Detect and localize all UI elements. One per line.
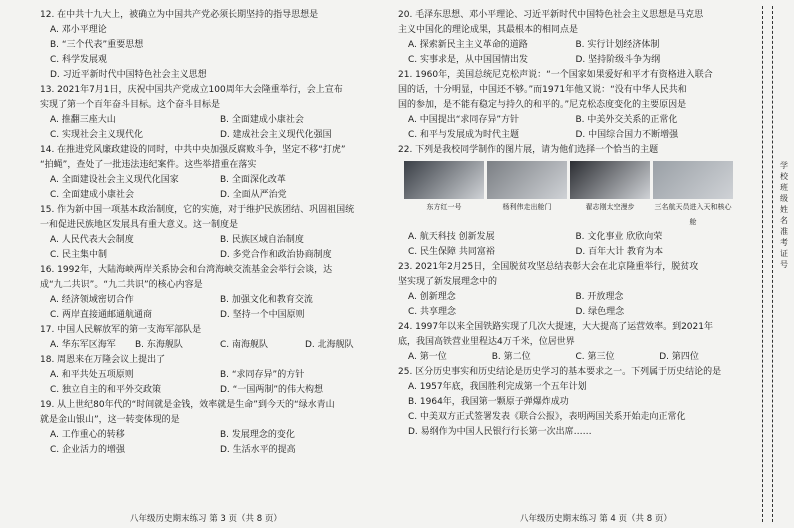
question: [398, 68, 743, 143]
answer-option[interactable]: A. 创新理念: [408, 292, 456, 302]
question-stem: 14. 在推进党风廉政建设的同时，中共中央加强反腐败斗争，坚定不移“打虎” “拍蝇”，查处了一批违法违纪案件。这些举措重在落实: [40, 145, 346, 170]
space-photo: [487, 161, 567, 199]
answer-option[interactable]: A. 第一位: [408, 352, 447, 362]
question: [398, 365, 743, 440]
answer-options: [40, 338, 390, 353]
question: [398, 143, 743, 260]
question-stem: 23. 2021年2月25日，全国脱贫攻坚总结表彰大会在北京隆重举行，脱贫攻 坚实现了新发展理念中的: [398, 262, 699, 287]
question: [40, 143, 390, 203]
answer-option[interactable]: A. 华东军区海军: [50, 340, 116, 350]
answer-option[interactable]: B. 加强文化和教育交流: [220, 295, 313, 305]
answer-option[interactable]: B. “求同存异”的方针: [220, 370, 305, 380]
photo-caption: 杨利伟走出舱门: [502, 203, 552, 211]
answer-option[interactable]: A. 中国提出“求同存异”方针: [408, 115, 520, 125]
answer-options: [40, 428, 390, 458]
answer-option[interactable]: B. 第二位: [491, 352, 531, 362]
answer-option[interactable]: B. 文化事业 欣欣向荣: [575, 232, 663, 242]
answer-options: [40, 23, 390, 83]
answer-option[interactable]: C. 民主集中制: [50, 250, 108, 260]
answer-option[interactable]: D. 百年大计 教育为本: [575, 247, 664, 257]
question: [398, 320, 743, 365]
answer-option[interactable]: C. 两岸直接通邮通航通商: [50, 310, 153, 320]
binding-dashed-line: [772, 6, 773, 522]
question: [40, 83, 390, 143]
answer-option[interactable]: B. 全面建成小康社会: [220, 115, 304, 125]
answer-option[interactable]: A. 经济领域密切合作: [50, 295, 134, 305]
photo-caption: 东方红一号: [426, 203, 462, 211]
answer-options: [398, 380, 743, 440]
answer-option[interactable]: C. 独立自主的和平外交政策: [50, 385, 162, 395]
answer-options: [40, 233, 390, 263]
binding-student-info: 学 校 班 级 姓 名 准 考 证 号: [780, 161, 788, 269]
answer-option[interactable]: D. 习近平新时代中国特色社会主义思想: [50, 70, 207, 80]
answer-option[interactable]: A. 工作重心的转移: [50, 430, 125, 440]
question: [40, 323, 390, 353]
answer-options: [398, 230, 743, 260]
question: [40, 203, 390, 263]
answer-option[interactable]: B. 实行计划经济体制: [575, 40, 660, 50]
photo-captions: [404, 200, 743, 230]
answer-option[interactable]: C. 中美双方正式签署发表《联合公报》，表明两国关系开始走向正常化: [408, 412, 686, 422]
photo-caption: 翟志刚太空漫步: [585, 203, 635, 211]
answer-option[interactable]: B. “三个代表”重要思想: [50, 40, 144, 50]
answer-option[interactable]: A. 全面建设社会主义现代化国家: [50, 175, 179, 185]
answer-option[interactable]: B. 中美外交关系的正常化: [575, 115, 678, 125]
answer-option[interactable]: C. 实事求是，从中国国情出发: [408, 55, 529, 65]
binding-dashed-line: [762, 6, 763, 522]
answer-option[interactable]: C. 南海舰队: [220, 340, 269, 350]
answer-option[interactable]: A. 航天科技 创新发展: [408, 232, 495, 242]
answer-option[interactable]: C. 和平与发展成为时代主题: [408, 130, 520, 140]
answer-option[interactable]: D. 北海舰队: [305, 340, 354, 350]
question: [40, 353, 390, 398]
left-page: [40, 8, 390, 506]
answer-option[interactable]: A. 1957年底，我国胜利完成第一个五年计划: [408, 382, 587, 392]
answer-option[interactable]: D. 坚持一个中国原则: [220, 310, 305, 320]
space-photo: [653, 161, 733, 199]
right-page: [398, 8, 743, 506]
answer-option[interactable]: B. 1964年，我国第一颗原子弹爆炸成功: [408, 397, 569, 407]
question-stem: 18. 周恩来在万隆会议上提出了: [40, 355, 166, 365]
question-stem: 24. 1997年以来全国铁路实现了几次大提速，大大提高了运营效率。到2021年 底，我国高铁营业里程达4万千米，位居世界: [398, 322, 713, 347]
answer-option[interactable]: D. 中国综合国力不断增强: [575, 130, 679, 140]
question-stem: 13. 2021年7月1日，庆祝中国共产党成立100周年大会隆重举行，会上宣布 实现了第一个百年奋斗目标。这个奋斗目标是: [40, 85, 343, 110]
answer-option[interactable]: C. 共享理念: [408, 307, 457, 317]
space-photo: [570, 161, 650, 199]
answer-option[interactable]: B. 全面深化改革: [220, 175, 286, 185]
question-stem: 22. 下列是我校同学制作的图片展，请为他们选择一个恰当的主题: [398, 145, 659, 155]
answer-option[interactable]: D. 全面从严治党: [220, 190, 287, 200]
answer-option[interactable]: D. 多党合作和政治协商制度: [220, 250, 332, 260]
answer-option[interactable]: B. 发展理念的变化: [220, 430, 295, 440]
answer-option[interactable]: D. 第四位: [659, 352, 699, 362]
question: [398, 260, 743, 320]
question-stem: 17. 中国人民解放军的第一支海军部队是: [40, 325, 202, 335]
page-footer-right: 八年级历史期末练习 第 4 页（共 8 页）: [520, 514, 672, 524]
answer-option[interactable]: C. 科学发展观: [50, 55, 108, 65]
answer-option[interactable]: B. 开放理念: [575, 292, 624, 302]
question-stem: 19. 从上世纪80年代的“时间就是金钱，效率就是生命”到今天的“绿水青山 就是金山银山”，这一转变体现的是: [40, 400, 335, 425]
answer-option[interactable]: C. 实现社会主义现代化: [50, 130, 144, 140]
question: [40, 263, 390, 323]
answer-options: [40, 368, 390, 398]
question: [40, 8, 390, 83]
photo-strip: [404, 161, 743, 199]
answer-option[interactable]: A. 邓小平理论: [50, 25, 107, 35]
answer-option[interactable]: D. 建成社会主义现代化强国: [220, 130, 332, 140]
question-stem: 16. 1992年，大陆海峡两岸关系协会和台湾海峡交流基金会举行会谈，达 成“九二共识”。“九二共识”的核心内容是: [40, 265, 333, 290]
answer-option[interactable]: B. 东海舰队: [135, 340, 183, 350]
answer-option[interactable]: C. 企业活力的增强: [50, 445, 126, 455]
question-stem: 12. 在中共十九大上，被确立为中国共产党必须长期坚持的指导思想是: [40, 10, 319, 20]
space-photo: [404, 161, 484, 199]
question: [398, 8, 743, 68]
answer-option[interactable]: D. “一国两制”的伟大构想: [220, 385, 323, 395]
question-stem: 21. 1960年，美国总统尼克松声说：“一个国家如果爱好和平才有资格进入联合 国的话，十分明显，中国还不够。”而1971年他又说：“没有中华人民共和 国的参加，是不能有稳定与持久的和平的。”尼克松态度变化的主要原因是: [398, 70, 713, 110]
answer-option[interactable]: D. 生活水平的提高: [220, 445, 296, 455]
answer-option[interactable]: D. 坚持阶级斗争为纲: [575, 55, 661, 65]
answer-options: [398, 290, 743, 320]
answer-options: [40, 173, 390, 203]
answer-option[interactable]: D. 绿色理念: [575, 307, 625, 317]
answer-option[interactable]: C. 民生保障 共同富裕: [408, 247, 495, 257]
photo-caption: 三名航天员进入天和核心舱: [654, 203, 732, 226]
question-stem: 20. 毛泽东思想、邓小平理论、习近平新时代中国特色社会主义思想是马克思 主义中国化的理论成果，其最根本的相同点是: [398, 10, 704, 35]
answer-options: [398, 113, 743, 143]
answer-option[interactable]: A. 人民代表大会制度: [50, 235, 134, 245]
answer-option[interactable]: C. 第三位: [575, 352, 615, 362]
answer-options: [398, 38, 743, 68]
answer-option[interactable]: C. 全面建成小康社会: [50, 190, 135, 200]
answer-option[interactable]: A. 推翻三座大山: [50, 115, 116, 125]
answer-option[interactable]: A. 探索新民主主义革命的道路: [408, 40, 528, 50]
page-footer-left: 八年级历史期末练习 第 3 页（共 8 页）: [130, 514, 282, 524]
answer-options: [40, 293, 390, 323]
question-stem: 15. 作为新中国一项基本政治制度，它的实施，对于维护民族团结、巩固祖国统 一和促进民族地区发展具有重大意义。这一制度是: [40, 205, 355, 230]
answer-option[interactable]: B. 民族区域自治制度: [220, 235, 304, 245]
answer-option[interactable]: D. 易纲作为中国人民银行行长第一次出席……: [408, 427, 592, 437]
answer-option[interactable]: A. 和平共处五项原则: [50, 370, 134, 380]
answer-options: [398, 350, 743, 365]
answer-options: [40, 113, 390, 143]
question-stem: 25. 区分历史事实和历史结论是历史学习的基本要求之一。下列属于历史结论的是: [398, 367, 722, 377]
question: [40, 398, 390, 458]
